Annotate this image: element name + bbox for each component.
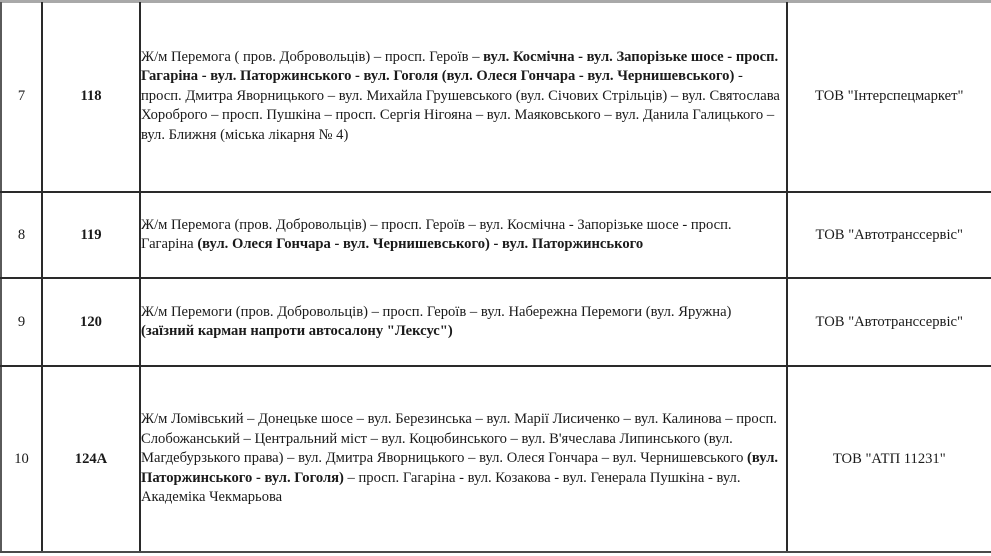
path-segment: Ж/м Перемоги (пров. Добровольців) – просп. Героїв – вул. Набережна Перемоги (вул. Яружна) [141, 303, 732, 320]
carrier-name: ТОВ "Інтерспецмаркет" [787, 2, 991, 192]
path-segment: – просп. Гагаріна - вул. Козакова - вул. Генерала Пушкіна - вул. Академіка Чекмарьова [141, 469, 741, 506]
route-number: 124А [42, 366, 140, 552]
row-index: 7 [1, 2, 42, 192]
carrier-name: ТОВ "Автотранссервіс" [787, 278, 991, 366]
path-segment: Ж/м Ломівський – Донецьке шосе – вул. Березинська – вул. Марії Лисиченко – вул. Калинова – просп. Слобожанський – Центральний міст – вул. Коцюбинського – вул. В'ячеслава Липинського (вул. Магдебурзького права) – вул. Дмитра Яворницького – вул. Олеся Гончара – вул. Чернишевського [141, 411, 777, 467]
route-path [140, 366, 787, 552]
table-row [1, 2, 991, 192]
table-row [1, 192, 991, 278]
path-segment: Ж/м Перемога ( пров. Добровольців) – просп. Героїв – [141, 48, 484, 65]
path-segment-bold: (заїзний карман напроти автосалону "Лексус") [141, 323, 453, 339]
table-row [1, 278, 991, 366]
carrier-name: ТОВ "Автотранссервіс" [787, 192, 991, 278]
path-segment: - просп. Дмитра Яворницького – вул. Михайла Грушевського (вул. Січових Стрільців) – вул. Святослава Хороброго – просп. Пушкіна – просп. Сергія Нігояна – вул. Маяковського – вул. Данила Галицького – вул. Ближня (міська лікарня № 4) [141, 68, 780, 143]
row-index: 8 [1, 192, 42, 278]
routes-table [0, 2, 991, 553]
route-number: 118 [42, 2, 140, 192]
table-row [1, 366, 991, 552]
row-index: 9 [1, 278, 42, 366]
carrier-name: ТОВ "АТП 11231" [787, 366, 991, 552]
row-index: 10 [1, 366, 42, 552]
path-segment-bold: (вул. Паторжинського - вул. Гоголя) [141, 450, 779, 486]
routes-table-body [1, 2, 991, 552]
route-number: 120 [42, 278, 140, 366]
route-path [140, 278, 787, 366]
path-segment-bold: (вул. Олеся Гончара - вул. Чернишевського) - вул. Паторжинського [197, 236, 644, 252]
route-path [140, 2, 787, 192]
path-segment: Ж/м Перемога (пров. Добровольців) – просп. Героїв – вул. Космічна - Запорізьке шосе - просп. Гагаріна [141, 216, 732, 252]
path-segment-bold: вул. Космічна - вул. Запорізьке шосе - просп. Гагаріна - вул. Паторжинського - вул. Гоголя (вул. Олеся Гончара - вул. Чернишевського) [141, 48, 779, 85]
route-path [140, 192, 787, 278]
route-number: 119 [42, 192, 140, 278]
